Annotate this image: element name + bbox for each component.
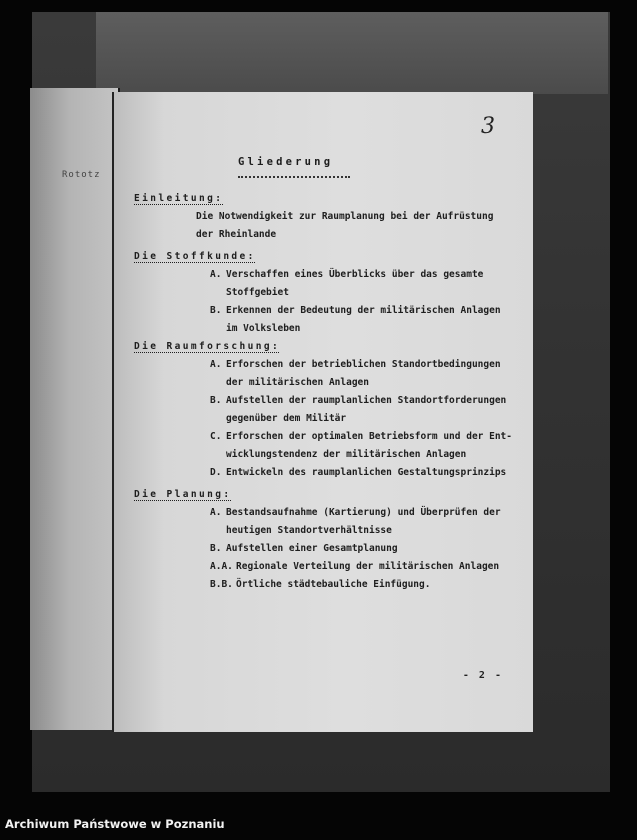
planung-list (210, 504, 524, 594)
section-heading-stoffkunde: Die Stoffkunde: (134, 251, 256, 262)
list-item (210, 464, 524, 482)
sub-list-item (210, 558, 524, 576)
item-line: gegenüber dem Militär (226, 413, 347, 424)
list-item (210, 540, 524, 558)
section-heading-planung: Die Planung: (134, 489, 232, 500)
outline (134, 190, 524, 594)
text-line: Die Notwendigkeit zur Raumplanung bei der Aufrüstung (196, 211, 494, 222)
document-title: Gliederung (238, 156, 334, 168)
item-marker: D. (210, 467, 222, 478)
item-line: Aufstellen der raumplanlichen Standortforderungen (226, 395, 507, 406)
item-line: wicklungstendenz der militärischen Anlagen (226, 449, 467, 460)
list-item (210, 356, 524, 392)
item-line: heutigen Standortverhältnisse (226, 525, 392, 536)
stoffkunde-list (210, 266, 524, 338)
item-line: Örtliche städtebauliche Einfügung. (236, 579, 431, 590)
item-line: Verschaffen eines Überblicks über das gesamte (226, 269, 484, 280)
item-marker: B.B. (210, 579, 233, 590)
folder-backing (96, 12, 608, 94)
item-line: Entwickeln des raumplanlichen Gestaltungsprinzips (226, 467, 507, 478)
item-line: der militärischen Anlagen (226, 377, 369, 388)
section-heading-raumforschung: Die Raumforschung: (134, 341, 281, 352)
list-item (210, 302, 524, 338)
list-item (210, 428, 524, 464)
item-line: Stoffgebiet (226, 287, 289, 298)
item-marker: A. (210, 269, 222, 280)
list-item (210, 392, 524, 428)
item-marker: C. (210, 431, 222, 442)
item-line: im Volksleben (226, 323, 301, 334)
back-sheet-text: Rototz (62, 170, 101, 180)
item-marker: A. (210, 359, 222, 370)
item-line: Aufstellen einer Gesamtplanung (226, 543, 398, 554)
section-heading-einleitung: Einleitung: (134, 193, 224, 204)
item-line: Erforschen der betrieblichen Standortbedingungen (226, 359, 501, 370)
handwritten-page-number: 3 (481, 114, 495, 139)
list-item (210, 504, 524, 540)
archive-watermark-label: Archiwum Państwowe w Poznaniu (5, 817, 225, 831)
item-marker: A. (210, 507, 222, 518)
text-line: der Rheinlande (196, 229, 277, 240)
item-line: Bestandsaufnahme (Kartierung) und Überprüfen der (226, 507, 501, 518)
item-line: Erkennen der Bedeutung der militärischen Anlagen (226, 305, 501, 316)
item-marker: A.A. (210, 561, 233, 572)
intro-paragraph (196, 208, 524, 244)
document-page (114, 92, 533, 732)
list-item (210, 266, 524, 302)
footer-page-number: - 2 - (462, 670, 503, 681)
item-marker: B. (210, 543, 222, 554)
sub-list-item (210, 576, 524, 594)
item-line: Erforschen der optimalen Betriebsform und der Ent- (226, 431, 512, 442)
raumforschung-list (210, 356, 524, 482)
back-sheet (30, 88, 120, 730)
title-underline (238, 176, 350, 178)
item-line: Regionale Verteilung der militärischen Anlagen (236, 561, 500, 572)
item-marker: B. (210, 395, 222, 406)
item-marker: B. (210, 305, 222, 316)
